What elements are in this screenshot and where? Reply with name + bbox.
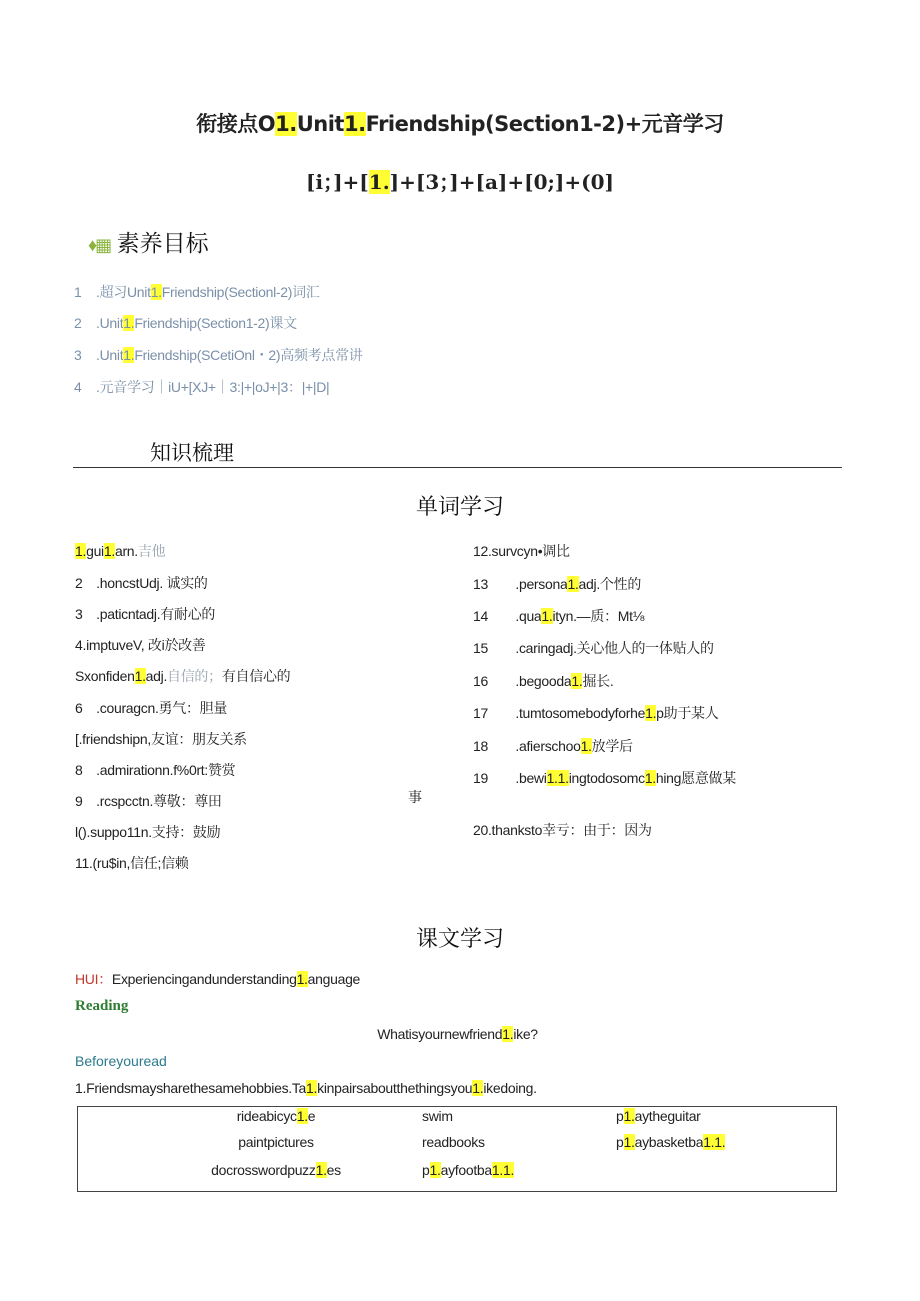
text-fragment: 放学后 bbox=[591, 738, 633, 754]
title-highlight: 1. bbox=[275, 112, 297, 136]
goal-number: 4 bbox=[74, 379, 82, 395]
text-fragment: 20.thanksto幸亏：由于：因为 bbox=[473, 822, 652, 838]
goals-heading bbox=[88, 225, 209, 258]
text-fragment: 自信的； bbox=[167, 668, 222, 684]
text-fragment: adj.个性的 bbox=[578, 576, 642, 592]
vocab-item bbox=[75, 635, 206, 655]
goal-number: 2 bbox=[74, 315, 82, 331]
title-part: Unit bbox=[296, 112, 344, 136]
highlight-fragment: 1.1. bbox=[491, 1162, 515, 1178]
highlight-fragment: 1. bbox=[134, 668, 146, 684]
subtitle-highlight: 1. bbox=[368, 170, 390, 194]
goal-item bbox=[74, 282, 320, 302]
text-fragment: Sxonfiden bbox=[75, 668, 135, 684]
hobby-cell bbox=[196, 1134, 356, 1150]
question-highlight: 1. bbox=[502, 1026, 514, 1042]
text-fragment: adj. bbox=[145, 668, 168, 684]
text-fragment: p bbox=[422, 1162, 430, 1178]
instruction-text: 1.Friendsmaysharethesamehobbies.Ta bbox=[75, 1080, 307, 1096]
highlight-fragment: 1. bbox=[644, 770, 656, 786]
highlight-fragment: 1. bbox=[623, 1108, 635, 1124]
text-fragment: p bbox=[616, 1134, 624, 1150]
diamond-squares-icon: ♦▦ bbox=[88, 235, 111, 255]
goal-text: .Unit bbox=[96, 347, 124, 363]
goals-heading-text: 素养目标 bbox=[116, 230, 209, 256]
text-fragment: 13 .persona bbox=[473, 576, 568, 592]
vocab-item bbox=[75, 666, 290, 686]
page-title bbox=[0, 108, 920, 138]
text-fragment: p bbox=[616, 1108, 624, 1124]
title-highlight: 1. bbox=[343, 112, 366, 136]
text-fragment: 9 .rcspcctn.尊敬：尊田 bbox=[75, 793, 222, 809]
goal-text: .元音学习｜iU+[XJ+｜3:|+|oJ+|3：|+|D| bbox=[96, 379, 330, 395]
text-fragment: gui bbox=[86, 543, 104, 559]
text-fragment: readbooks bbox=[422, 1134, 485, 1150]
reading-question bbox=[0, 1026, 915, 1042]
text-fragment: swim bbox=[422, 1108, 453, 1124]
text-fragment: 掘长. bbox=[582, 673, 614, 689]
goal-item bbox=[74, 377, 329, 397]
vocab-item bbox=[473, 606, 644, 626]
text-fragment: 4.imptuveV, 改i於改善 bbox=[75, 637, 206, 653]
goal-highlight: 1. bbox=[150, 284, 162, 300]
text-fragment: 14 .qua bbox=[473, 608, 542, 624]
text-fragment: 吉他 bbox=[137, 543, 166, 559]
instruction-line bbox=[75, 1080, 537, 1096]
vocab-item bbox=[75, 729, 247, 749]
text-fragment: 16 .begooda bbox=[473, 673, 572, 689]
text-fragment: docrosswordpuzz bbox=[211, 1162, 316, 1178]
goal-text: .超习Unit bbox=[96, 284, 151, 300]
highlight-fragment: 1.1. bbox=[546, 770, 569, 786]
text-fragment: aybasketba bbox=[634, 1134, 704, 1150]
text-fragment: 8 .admirationn.f%0rt:赞赏 bbox=[75, 762, 236, 778]
question-text: Whatisyournewfriend bbox=[377, 1026, 503, 1042]
before-you-read-label: Beforeyouread bbox=[75, 1053, 167, 1069]
text-fragment: 有自信心的 bbox=[221, 668, 291, 684]
goal-highlight: 1. bbox=[123, 347, 135, 363]
goal-text: Friendship(Section1-2)课文 bbox=[134, 315, 297, 331]
highlight-fragment: 1.1. bbox=[703, 1134, 726, 1150]
goal-number: 3 bbox=[74, 347, 82, 363]
text-fragment: paintpictures bbox=[238, 1134, 314, 1150]
highlight-fragment: 1. bbox=[296, 1108, 308, 1124]
vocab-item bbox=[75, 604, 215, 624]
highlight-fragment: 1. bbox=[75, 543, 87, 559]
vocab-item bbox=[75, 573, 208, 593]
vocab-item bbox=[75, 541, 165, 561]
section-divider bbox=[73, 467, 842, 468]
subtitle-part: [i；]+[ bbox=[306, 170, 369, 194]
vocab-item bbox=[473, 768, 736, 788]
reading-label: Reading bbox=[75, 998, 129, 1014]
text-fragment: es bbox=[326, 1162, 341, 1178]
instruction-text: kinpairsaboutthethingsyou bbox=[317, 1080, 473, 1096]
highlight-fragment: 1. bbox=[541, 608, 553, 624]
knowledge-heading: 知识梳理 bbox=[150, 442, 234, 465]
vocab-item bbox=[473, 541, 570, 561]
highlight-fragment: 1. bbox=[571, 673, 583, 689]
text-fragment: ayfootba bbox=[440, 1162, 492, 1178]
subtitle-part: ]+[3；]+[a]+[0;]+(0] bbox=[389, 170, 614, 194]
text-study-heading: 课文学习 bbox=[415, 926, 504, 951]
goal-highlight: 1. bbox=[123, 315, 135, 331]
vocab-item bbox=[75, 791, 222, 811]
vocab-item bbox=[473, 820, 652, 840]
goal-item bbox=[74, 313, 297, 333]
hobby-cell bbox=[616, 1108, 701, 1124]
hui-highlight: 1. bbox=[296, 971, 308, 987]
text-fragment: 3 .paticntadj.有耐心的 bbox=[75, 606, 216, 622]
instruction-text: ikedoing. bbox=[483, 1080, 537, 1096]
vocab-item bbox=[75, 853, 189, 873]
goal-text: Friendship(SCetiOnl・2)高频考点常讲 bbox=[134, 347, 363, 363]
text-fragment: 17 .tumtosomebodyforhe bbox=[473, 705, 646, 721]
vocab-item bbox=[75, 822, 220, 842]
highlight-fragment: 1. bbox=[315, 1162, 327, 1178]
text-fragment: hing愿意做某 bbox=[655, 770, 736, 786]
vocab-item bbox=[75, 760, 235, 780]
hobby-cell bbox=[196, 1108, 356, 1124]
text-fragment: aytheguitar bbox=[634, 1108, 701, 1124]
text-fragment: l().suppo11n.支持：鼓励 bbox=[75, 824, 221, 840]
hui-line bbox=[75, 969, 360, 989]
question-text: ike? bbox=[513, 1026, 538, 1042]
highlight-fragment: 1. bbox=[429, 1162, 441, 1178]
text-fragment: 19 .bewi bbox=[473, 770, 547, 786]
hui-text: anguage bbox=[307, 971, 361, 987]
vocab-item bbox=[473, 671, 613, 691]
title-part: Friendship(Section1-2)+元音学习 bbox=[365, 112, 724, 136]
goal-number: 1 bbox=[74, 284, 82, 300]
text-fragment: ityn.—质：Mt⅛ bbox=[552, 608, 645, 624]
text-fragment: 6 .couragcn.勇气：胆量 bbox=[75, 700, 228, 716]
text-fragment: p助于某人 bbox=[656, 705, 719, 721]
text-fragment: 12.survcyn•调比 bbox=[473, 543, 570, 559]
highlight-fragment: 1. bbox=[103, 543, 115, 559]
goal-text: Friendship(Sectionl-2)词汇 bbox=[161, 284, 320, 300]
vocab-item bbox=[473, 638, 714, 658]
vocab-orphan-char: 事 bbox=[408, 789, 422, 805]
text-fragment: ingtodosomc bbox=[568, 770, 645, 786]
hui-text: Experiencingandunderstanding bbox=[111, 971, 297, 987]
page-subtitle bbox=[0, 166, 920, 195]
text-fragment: [.friendshipn,友谊：朋友关系 bbox=[75, 731, 247, 747]
text-fragment: 15 .caringadj.关心他人的一体贴人的 bbox=[473, 640, 714, 656]
text-fragment: 18 .afierschoo bbox=[473, 738, 581, 754]
hobby-cell bbox=[422, 1162, 514, 1178]
hobby-cell bbox=[196, 1162, 356, 1178]
hui-label: HUI： bbox=[75, 971, 112, 987]
vocab-item bbox=[75, 698, 227, 718]
highlight-fragment: 1. bbox=[623, 1134, 635, 1150]
goal-text: .Unit bbox=[96, 315, 124, 331]
hobby-cell bbox=[616, 1134, 725, 1150]
vocab-item bbox=[473, 703, 718, 723]
highlight-fragment: 1. bbox=[567, 576, 579, 592]
text-fragment: 2 .honcstUdj. 诚实的 bbox=[75, 575, 208, 591]
text-fragment: 11.(ru$in,信任;信赖 bbox=[75, 855, 189, 871]
text-fragment: arn. bbox=[114, 543, 138, 559]
highlight-fragment: 1. bbox=[580, 738, 592, 754]
vocab-heading: 单词学习 bbox=[415, 494, 504, 519]
hobbies-table bbox=[77, 1106, 837, 1192]
instruction-highlight: 1. bbox=[306, 1080, 318, 1096]
text-fragment: e bbox=[307, 1108, 316, 1124]
instruction-highlight: 1. bbox=[472, 1080, 484, 1096]
hobby-cell bbox=[422, 1108, 453, 1124]
title-part: 衔接点O bbox=[196, 112, 276, 136]
vocab-item bbox=[473, 574, 641, 594]
text-fragment: rideabicyc bbox=[236, 1108, 297, 1124]
goal-item bbox=[74, 345, 362, 365]
vocab-item bbox=[473, 736, 633, 756]
hobby-cell bbox=[422, 1134, 485, 1150]
highlight-fragment: 1. bbox=[645, 705, 657, 721]
